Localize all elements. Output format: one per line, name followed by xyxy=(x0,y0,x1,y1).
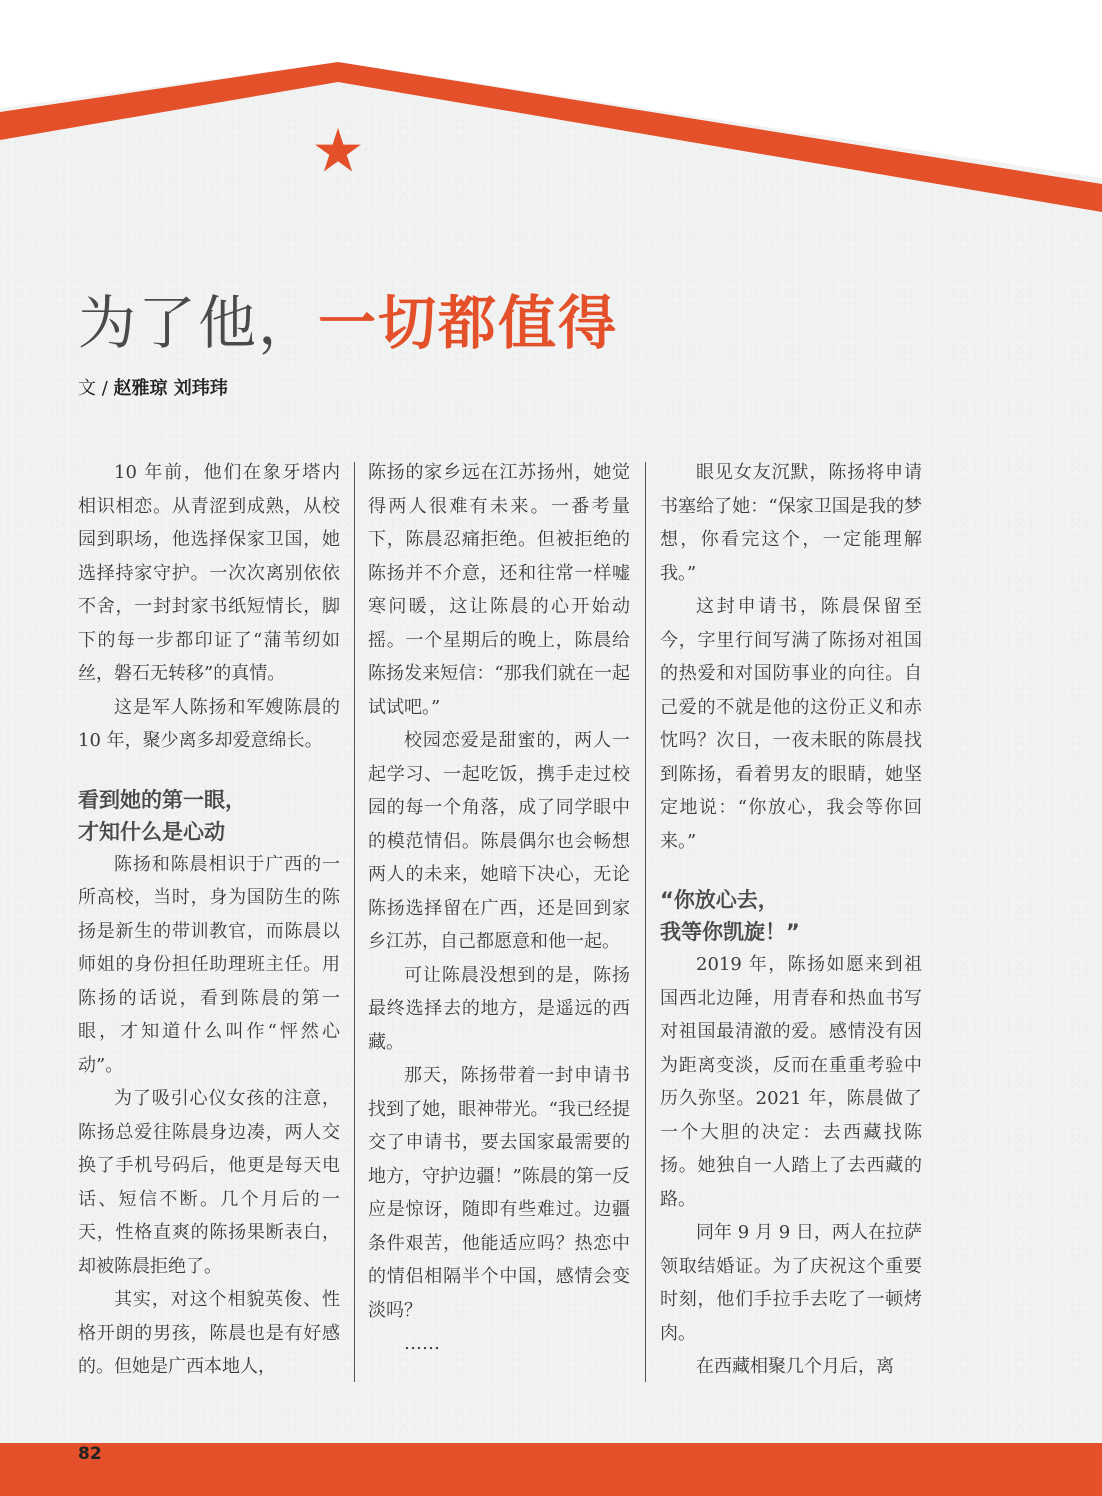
section-heading-line: 我等你凯旋！” xyxy=(660,920,800,944)
byline-authors: 赵雅琼 刘玮玮 xyxy=(113,378,228,399)
paragraph: 其实，对这个相貌英俊、性格开朗的男孩，陈晨也是有好感的。但她是广西本地人， xyxy=(78,1289,340,1377)
paragraph: 2019 年，陈扬如愿来到祖国西北边陲，用青春和热血书写对祖国最清澈的爱。感情没有因为距离变淡，反而在重重考验中历久弥坚。2021 年，陈晨做了一个大胆的决定：去西藏找陈扬。她独自一人踏上了去西藏的路。 xyxy=(660,954,922,1210)
paragraph: 那天，陈扬带着一封申请书找到了她，眼神带光。“我已经提交了申请书，要去国家最需要的地方，守护边疆！”陈晨的第一反应是惊讶，随即有些难过。边疆条件艰苦，他能适应吗？热恋中的情侣相隔半个中国，感情会变淡吗？ xyxy=(368,1065,630,1321)
page-number: 82 xyxy=(78,1444,102,1464)
title-plain: 为了他， xyxy=(78,289,319,357)
paragraph: 陈扬的家乡远在江苏扬州，她觉得两人很难有未来。一番考量下，陈晨忍痛拒绝。但被拒绝的陈扬并不介意，还和往常一样嘘寒问暖，这让陈晨的心开始动摇。一个星期后的晚上，陈晨给陈扬发来短信：“那我们就在一起试试吧。” xyxy=(368,462,630,718)
column-3 xyxy=(660,456,922,1396)
byline xyxy=(78,374,228,400)
paragraph: 同年 9 月 9 日，两人在拉萨领取结婚证。为了庆祝这个重要时刻，他们手拉手去吃了一顿烤肉。 xyxy=(660,1222,922,1344)
paragraph: 陈扬和陈晨相识于广西的一所高校，当时，身为国防生的陈扬是新生的带训教官，而陈晨以师姐的身份担任助理班主任。用陈扬的话说，看到陈晨的第一眼，才知道什么叫作“怦然心动”。 xyxy=(78,853,340,1076)
section-heading-line: “你放心去， xyxy=(660,888,779,912)
column-divider xyxy=(354,462,355,1382)
paragraph: 可让陈晨没想到的是，陈扬最终选择去的地方，是遥远的西藏。 xyxy=(368,964,630,1053)
paragraph: 在西藏相聚几个月后，离 xyxy=(696,1356,894,1377)
paragraph: 10 年前，他们在象牙塔内相识相恋。从青涩到成熟，从校园到职场，他选择保家卫国，她选择持家守护。一次次离别依依不舍，一封封家书纸短情长，脚下的每一步都印证了“蒲苇纫如丝，磐石无转移”的真情。 xyxy=(78,462,340,684)
paragraph: 这是军人陈扬和军嫂陈晨的 10 年，聚少离多却爱意绵长。 xyxy=(78,696,340,751)
section-heading xyxy=(78,784,340,848)
title-accent: 一切都值得 xyxy=(318,289,619,357)
star-icon xyxy=(315,128,361,172)
section-heading xyxy=(660,884,922,948)
byline-prefix: 文 / xyxy=(78,378,114,399)
paragraph: 校园恋爱是甜蜜的，两人一起学习、一起吃饭，携手走过校园的每一个角落，成了同学眼中的模范情侣。陈晨偶尔也会畅想两人的未来，她暗下决心，无论陈扬选择留在广西，还是回到家乡江苏，自己都愿意和他一起。 xyxy=(368,730,630,952)
header-banner xyxy=(0,0,1102,230)
column-divider xyxy=(645,462,646,1382)
column-1 xyxy=(78,456,340,1396)
article-title xyxy=(78,276,618,360)
paragraph: 为了吸引心仪女孩的注意，陈扬总爱往陈晨身边凑，两人交换了手机号码后，他更是每天电话、短信不断。几个月后的一天，性格直爽的陈扬果断表白，却被陈晨拒绝了。 xyxy=(78,1088,340,1277)
section-heading-line: 看到她的第一眼， xyxy=(78,787,246,812)
section-heading-line: 才知什么是心动 xyxy=(78,819,225,844)
paragraph: 这封申请书，陈晨保留至今，字里行间写满了陈扬对祖国的热爱和对国防事业的向往。自己爱的不就是他的这份正义和赤忱吗？次日，一夜未眠的陈晨找到陈扬，看着男友的眼睛，她坚定地说：“你放心，我会等你回来。” xyxy=(660,596,922,852)
footer-bar xyxy=(0,1443,1102,1496)
column-2 xyxy=(368,456,630,1396)
paragraph: 眼见女友沉默，陈扬将申请书塞给了她：“保家卫国是我的梦想，你看完这个，一定能理解我。” xyxy=(660,462,922,584)
ellipsis: …… xyxy=(404,1333,440,1354)
